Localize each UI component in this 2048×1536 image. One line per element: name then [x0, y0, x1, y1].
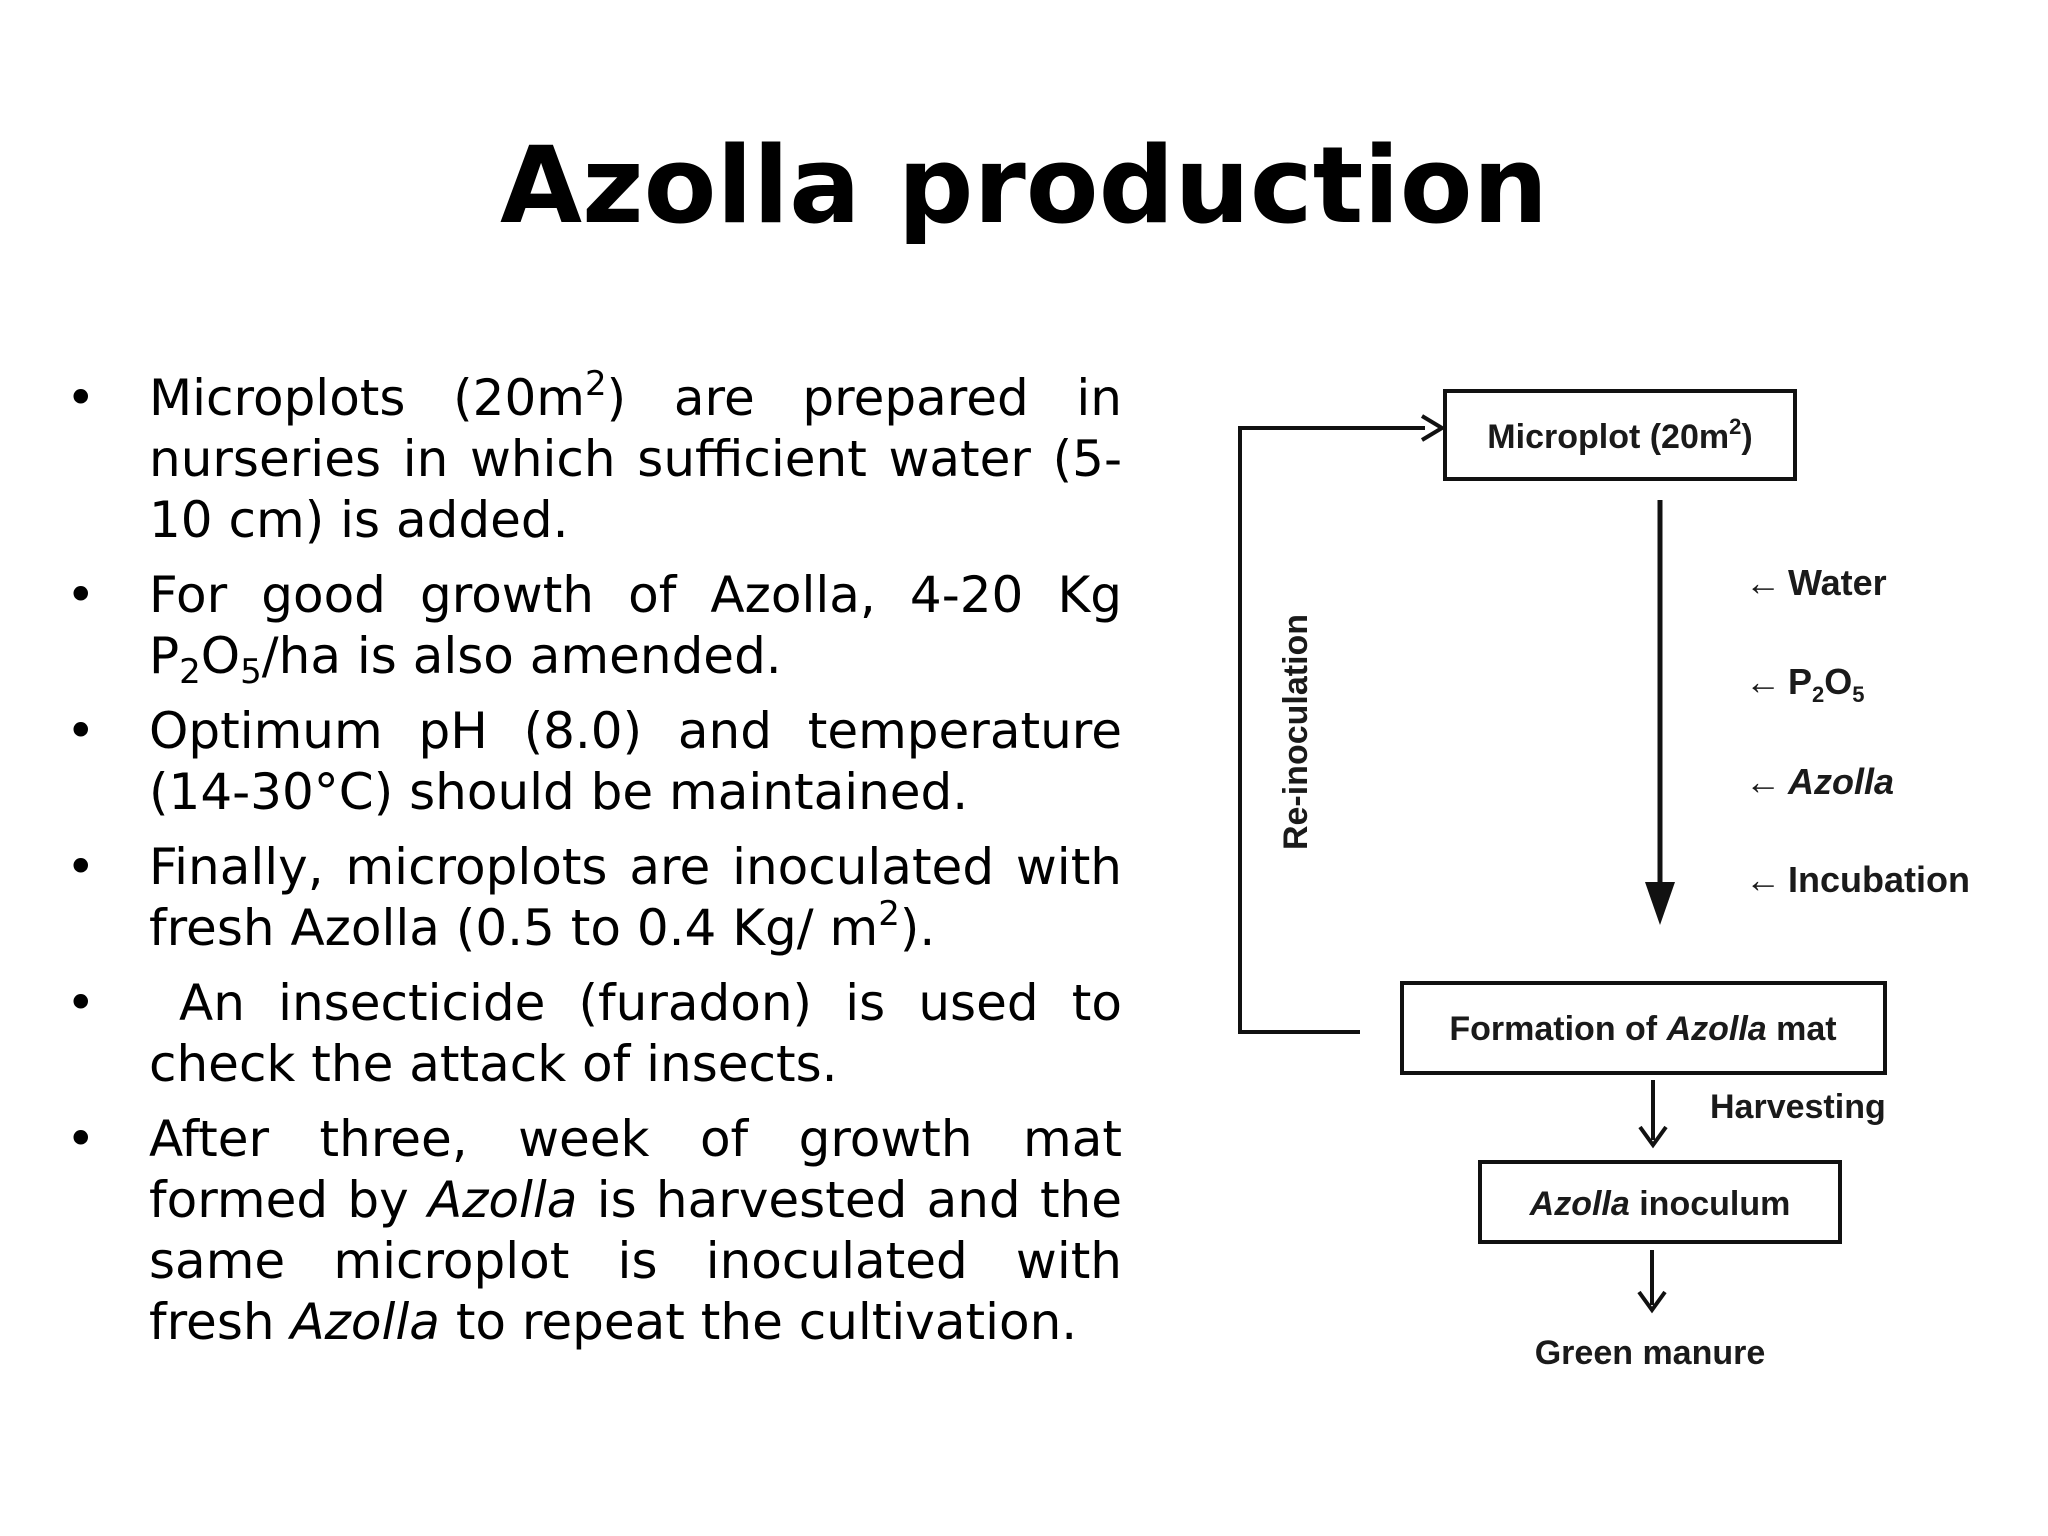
input-water — [1745, 562, 1887, 603]
bullet-dot: • — [66, 369, 96, 427]
bullet-item-insecticide — [62, 973, 1122, 1095]
bullet-text: is harvested and the same microplot is inoculated with fresh — [149, 1171, 1122, 1351]
bullet-item-harvest — [62, 1109, 1122, 1353]
superscript: 2 — [878, 894, 900, 934]
input-phosphate — [1745, 661, 1865, 707]
microplot-box-label: Microplot $(20m^2)$ — [1487, 414, 1753, 456]
bullet-text: ). — [899, 899, 936, 957]
input-label-phosphate: $P_2O_5$ — [1788, 661, 1865, 707]
bullet-text: Finally, microplots are inoculated with fresh Azolla (0.5 to 0.4 Kg/ m — [149, 838, 1122, 957]
input-arrow-icon: ← — [1745, 562, 1781, 603]
bullet-item-inoculation — [62, 837, 1122, 959]
bullet-text: /ha is also amended. — [261, 627, 782, 685]
bullet-list — [62, 364, 1122, 1367]
bullet-dot: • — [66, 566, 96, 624]
input-label-incubation: Incubation — [1788, 859, 1970, 900]
bullet-text: O — [200, 627, 241, 685]
input-arrow-icon: ← — [1745, 761, 1781, 802]
italic-text: Azolla — [427, 1171, 578, 1229]
bullet-text: An insecticide (furadon) is used to check the attack of insects. — [149, 974, 1122, 1093]
bullet-text: After three, week of growth mat formed by — [149, 1110, 1122, 1229]
mat-box-label: Formation of Azolla mat — [1449, 1010, 1837, 1048]
subscript: 2 — [179, 652, 201, 692]
input-incubation — [1745, 859, 1970, 900]
input-azolla — [1745, 761, 1894, 802]
input-arrow-icon: ← — [1745, 859, 1781, 900]
input-arrow-icon: ← — [1745, 661, 1781, 702]
green-manure-label: Green manure — [1534, 1334, 1766, 1372]
page-title: Azolla production — [499, 124, 1549, 247]
bullet-text: ) are prepared in nurseries in which sufficient water (5-10 cm) is added. — [149, 369, 1122, 549]
process-diagram-svg — [1190, 370, 2040, 1400]
bullet-text: For good growth of Azolla, 4-20 Kg P — [149, 566, 1122, 685]
bullet-dot: • — [66, 702, 96, 760]
italic-text: Azolla — [290, 1293, 440, 1351]
subscript: 5 — [240, 652, 262, 692]
bullet-text: to repeat the cultivation. — [439, 1293, 1078, 1351]
bullet-item-microplots — [62, 364, 1122, 551]
main-flow-arrowhead-icon — [1645, 882, 1675, 925]
bullet-dot: • — [66, 838, 96, 896]
bullet-text: Microplots (20m — [149, 369, 585, 427]
bullet-item-ph-temperature — [62, 701, 1122, 823]
process-diagram — [1190, 370, 2040, 1400]
input-label-azolla: Azolla — [1788, 761, 1895, 802]
superscript: 2 — [585, 364, 607, 404]
bullet-dot: • — [66, 974, 96, 1032]
harvest-label: Harvesting — [1710, 1088, 1886, 1126]
bullet-dot: • — [66, 1110, 96, 1168]
reinoculation-loop-line — [1240, 428, 1425, 1032]
inoculum-box-label: Azolla inoculum — [1529, 1185, 1791, 1223]
input-label-water: Water — [1788, 562, 1887, 603]
bullet-item-phosphate — [62, 565, 1122, 692]
reinoculation-label: Re-inoculation — [1277, 613, 1315, 851]
bullet-text: Optimum pH (8.0) and temperature (14-30°C) should be maintained. — [149, 702, 1122, 821]
